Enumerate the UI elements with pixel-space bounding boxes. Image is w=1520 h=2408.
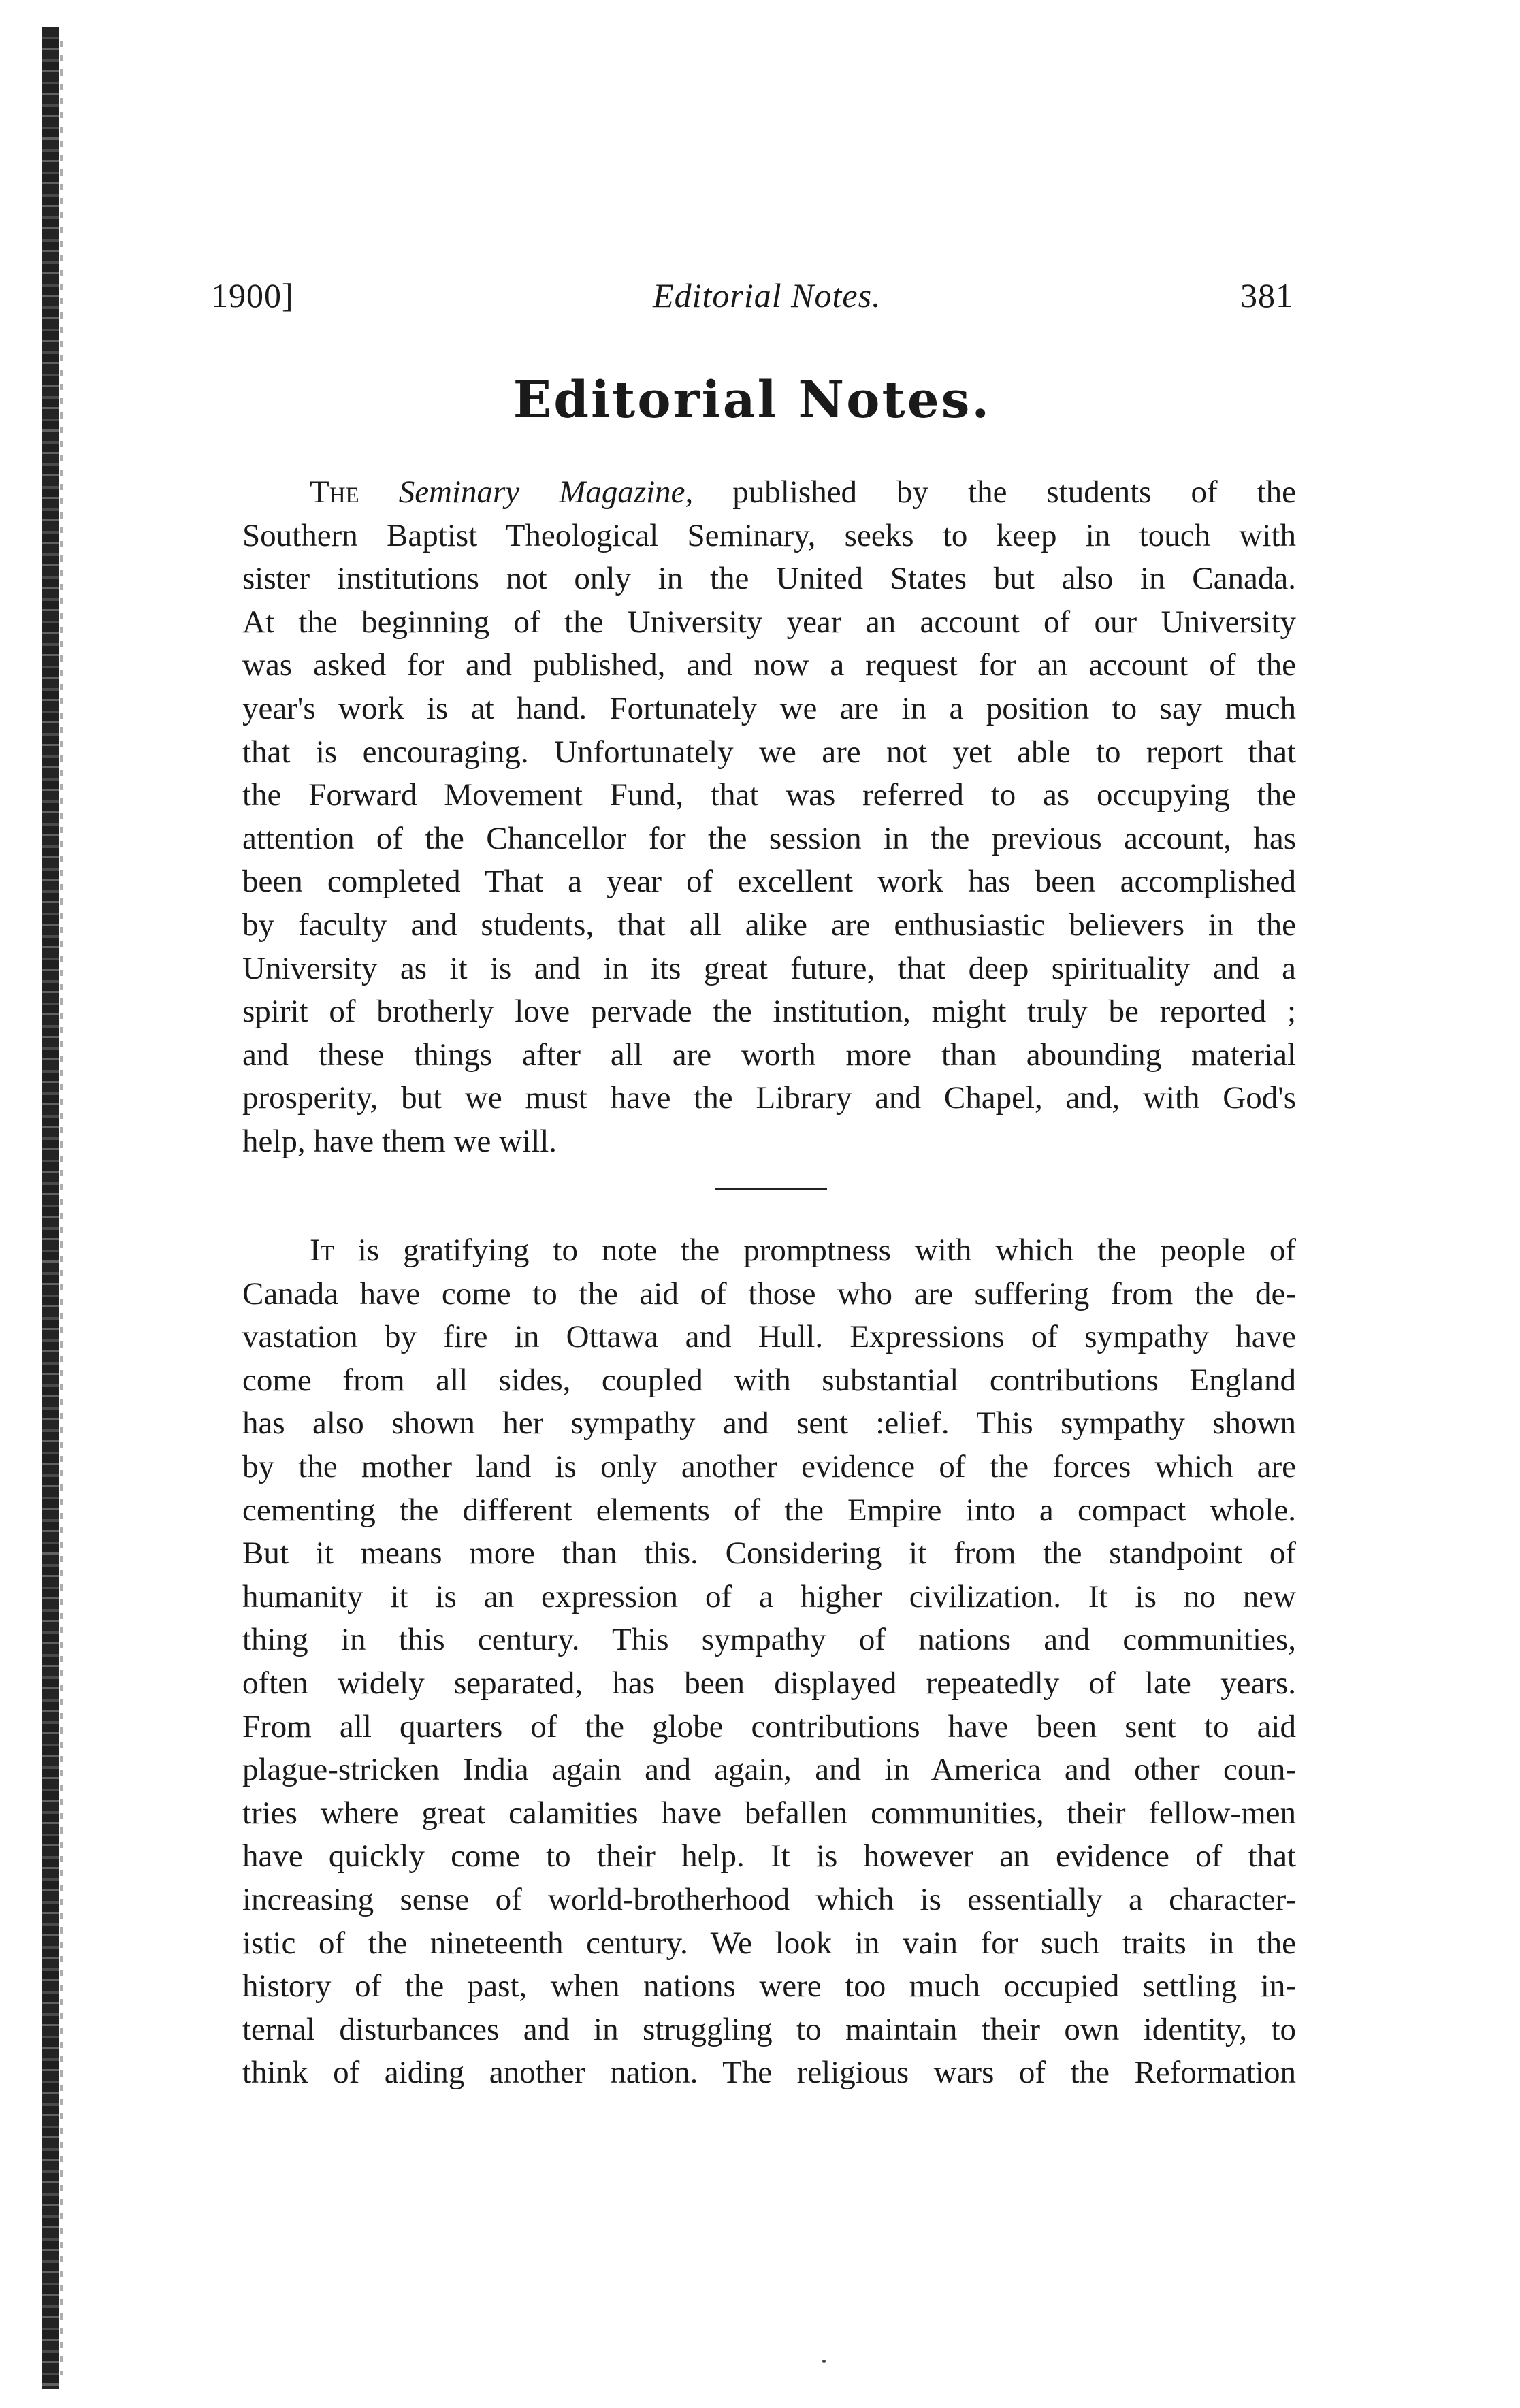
binding-edge (42, 27, 59, 2389)
paragraph-line: thing in this century. This sympathy of nations and communities, (242, 1622, 1296, 1658)
paragraph-line: year's work is at hand. Fortunately we are in a position to say much (242, 690, 1296, 726)
lead-word: It (310, 1233, 334, 1268)
paragraph-line: humanity it is an expression of a higher civilization. It is no new (242, 1578, 1296, 1614)
paragraph-line: attention of the Chancellor for the session in the previous account, has (242, 820, 1296, 856)
paragraph-line: But it means more than this. Considering it from the standpoint of (242, 1535, 1296, 1572)
paragraph-line: that is encouraging. Unfortunately we are not yet able to report that (242, 734, 1296, 770)
paragraph-line: increasing sense of world-brotherhood which is essentially a character- (242, 1881, 1296, 1917)
paragraph-line: ternal disturbances and in struggling to maintain their own identity, to (242, 2011, 1296, 2047)
paragraph-line: by the mother land is only another evidence of the forces which are (242, 1448, 1296, 1484)
paragraph-line: At the beginning of the University year an account of our University (242, 604, 1296, 640)
paragraph-line: has also shown her sympathy and sent :elief. This sympathy shown (242, 1405, 1296, 1442)
paragraph-line: cementing the different elements of the Empire into a compact whole. (242, 1492, 1296, 1528)
scan-speck (822, 2360, 826, 2363)
running-head (211, 276, 1293, 323)
paragraph-line: University as it is and in its great future, that deep spirituality and a (242, 950, 1296, 986)
paragraph-line: come from all sides, coupled with substantial contributions England (242, 1362, 1296, 1398)
page-number: 381 (1240, 276, 1293, 314)
paragraph-line: istic of the nineteenth century. We look in vain for such traits in the (242, 1925, 1296, 1961)
paragraph-line: been completed That a year of excellent work has been accomplished (242, 864, 1296, 900)
section-title: Editorial Notes. (513, 371, 992, 429)
paragraph-line: vastation by fire in Ottawa and Hull. Expressions of sympathy have (242, 1319, 1296, 1355)
paragraph-line: the Forward Movement Fund, that was referred to as occupying the (242, 777, 1296, 813)
publication-title: Seminary Magazine, (398, 474, 694, 510)
section-divider (715, 1188, 827, 1190)
paragraph-line: From all quarters of the globe contributions have been sent to aid (242, 1708, 1296, 1744)
paragraph-line: plague-stricken India again and again, and in America and other coun- (242, 1752, 1296, 1788)
paragraph-line: history of the past, when nations were too much occupied settling in- (242, 1968, 1296, 2004)
paragraph-line: was asked for and published, and now a request for an account of the (242, 647, 1296, 683)
paragraph-line: help, have them we will. (242, 1123, 557, 1159)
paragraph-line: spirit of brotherly love pervade the institution, might truly be reported ; (242, 994, 1296, 1030)
paragraph-line: often widely separated, has been displayed repeatedly of late years. (242, 1665, 1296, 1701)
paragraph-line: prosperity, but we must have the Library and Chapel, and, with God's (242, 1080, 1296, 1116)
paragraph-line: and these things after all are worth more than abounding material (242, 1037, 1296, 1073)
paragraph-line: Southern Baptist Theological Seminary, seeks to keep in touch with (242, 517, 1296, 553)
paragraph-line: sister institutions not only in the United States but also in Canada. (242, 561, 1296, 597)
paragraph-line: Canada have come to the aid of those who are suffering from the de- (242, 1275, 1296, 1312)
paragraph-line: tries where great calamities have befallen communities, their fellow-men (242, 1795, 1296, 1831)
paragraph-line: by faculty and students, that all alike are enthusiastic believers in the (242, 907, 1296, 943)
paragraph-line: The Seminary Magazine, published by the students of the (310, 474, 1296, 510)
paragraph-seminary-magazine (242, 471, 1296, 1164)
running-head-title: Editorial Notes. (653, 276, 882, 314)
paragraph-line: think of aiding another nation. The religious wars of the Reformation (242, 2055, 1296, 2091)
running-head-year: 1900] (211, 276, 294, 314)
binding-edge-shadow (60, 41, 63, 2375)
paragraph-line: It is gratifying to note the promptness with which the people of (310, 1233, 1297, 1268)
lead-word: The (310, 474, 359, 510)
paragraph-ottawa-fire (242, 1229, 1296, 2095)
paragraph-line: have quickly come to their help. It is however an evidence of that (242, 1838, 1296, 1874)
